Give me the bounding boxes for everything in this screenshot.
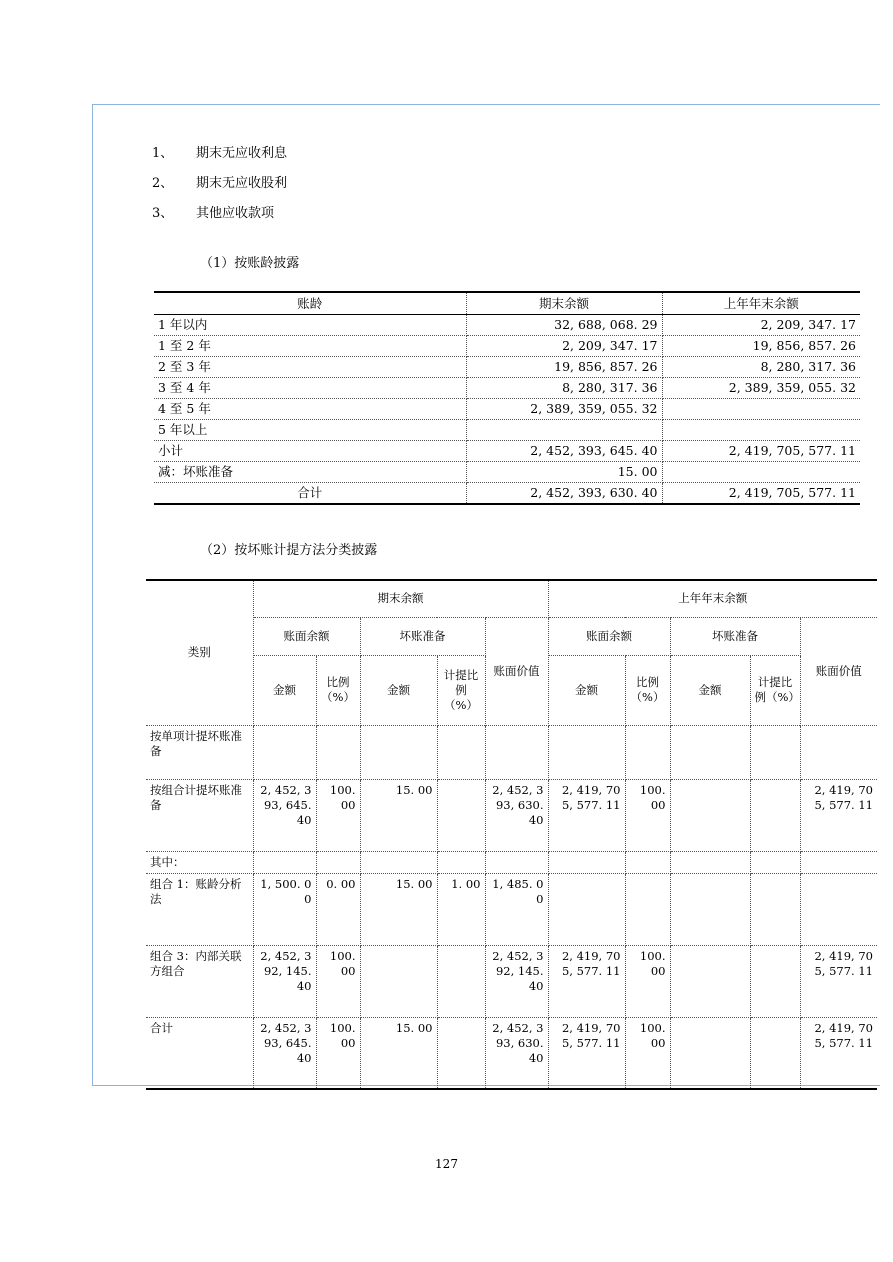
amount-cell: [670, 945, 750, 1017]
provision-ratio-cell: [750, 851, 800, 873]
provision-ratio-header: 计提比例（%）: [750, 655, 800, 725]
end-balance-cell: 15. 00: [466, 462, 662, 483]
prior-balance-cell: 2, 419, 705, 577. 11: [662, 441, 860, 462]
bad-debt-header: 坏账准备: [360, 617, 485, 655]
amount-cell: 1, 500. 00: [253, 873, 316, 945]
amount-cell: 2, 452, 393, 645. 40: [253, 779, 316, 851]
ratio-cell: 100. 00: [625, 945, 670, 1017]
amount-cell: [670, 779, 750, 851]
category-header: 类别: [146, 580, 253, 725]
amount-cell: [253, 851, 316, 873]
provision-ratio-cell: [437, 1017, 485, 1089]
amount-cell: [670, 851, 750, 873]
book-value-cell: 1, 485. 00: [485, 873, 548, 945]
amount-cell: [548, 873, 625, 945]
row-label: 其中：: [146, 851, 253, 873]
prior-balance-cell: 2, 389, 359, 055. 32: [662, 378, 860, 399]
table-row: [154, 462, 860, 483]
amount-cell: [360, 725, 437, 779]
prior-balance-cell: 8, 280, 317. 36: [662, 357, 860, 378]
end-balance-cell: 2, 452, 393, 630. 40: [466, 483, 662, 505]
row-label: 小计: [154, 441, 466, 462]
column-header: 上年年末余额: [662, 292, 860, 315]
total-row: [154, 483, 860, 505]
list-text: 其他应收款项: [196, 206, 275, 221]
row-label: 组合 1：账龄分析法: [146, 873, 253, 945]
row-label: 1 年以内: [154, 315, 466, 336]
provision-ratio-cell: 1. 00: [437, 873, 485, 945]
list-number: 2、: [152, 176, 174, 191]
amount-cell: 2, 452, 393, 645. 40: [253, 1017, 316, 1089]
table-row: [146, 873, 877, 945]
list-number: 1、: [152, 146, 174, 161]
amount-cell: 2, 452, 392, 145. 40: [253, 945, 316, 1017]
amount-cell: 2, 419, 705, 577. 11: [548, 779, 625, 851]
column-header: 期末余额: [466, 292, 662, 315]
provision-ratio-cell: [750, 725, 800, 779]
table-row: [146, 1017, 877, 1089]
ratio-cell: [625, 851, 670, 873]
prior-balance-header: 上年年末余额: [548, 580, 877, 617]
amount-cell: 2, 419, 705, 577. 11: [548, 1017, 625, 1089]
list-number: 3、: [152, 206, 174, 221]
row-label: 按组合计提坏账准备: [146, 779, 253, 851]
table-header-row: [146, 617, 877, 655]
aging-table: [154, 291, 860, 505]
list-item: [152, 202, 274, 221]
end-balance-cell: 32, 688, 068. 29: [466, 315, 662, 336]
end-balance-header: 期末余额: [253, 580, 548, 617]
book-balance-header: 账面余额: [253, 617, 360, 655]
bad-debt-header: 坏账准备: [670, 617, 800, 655]
prior-balance-cell: [662, 399, 860, 420]
book-value-cell: [800, 873, 877, 945]
table-row: [154, 420, 860, 441]
end-balance-cell: 19, 856, 857. 26: [466, 357, 662, 378]
book-value-cell: 2, 419, 705, 577. 11: [800, 1017, 877, 1089]
book-value-header: 账面价值: [800, 617, 877, 725]
amount-cell: [548, 725, 625, 779]
row-label: 按单项计提坏账准备: [146, 725, 253, 779]
table-row: [154, 315, 860, 336]
list-item: [152, 142, 287, 161]
ratio-cell: 100. 00: [316, 1017, 360, 1089]
ratio-cell: [316, 851, 360, 873]
amount-header: 金额: [253, 655, 316, 725]
table-header-row: [154, 292, 860, 315]
provision-heading: （2）按坏账计提方法分类披露: [200, 543, 378, 558]
provision-ratio-cell: [750, 1017, 800, 1089]
page-number: 127: [435, 1157, 458, 1171]
provision-ratio-cell: [437, 725, 485, 779]
provision-ratio-cell: [437, 851, 485, 873]
ratio-cell: [625, 725, 670, 779]
column-header: 账龄: [154, 292, 466, 315]
row-label: 3 至 4 年: [154, 378, 466, 399]
row-label: 减：坏账准备: [154, 462, 466, 483]
end-balance-cell: 2, 209, 347. 17: [466, 336, 662, 357]
table-row: [154, 441, 860, 462]
aging-heading: （1）按账龄披露: [200, 256, 300, 271]
table-header-row: [146, 580, 877, 617]
book-value-cell: 2, 452, 393, 630. 40: [485, 1017, 548, 1089]
prior-balance-cell: 19, 856, 857. 26: [662, 336, 860, 357]
amount-cell: 15. 00: [360, 873, 437, 945]
amount-header: 金额: [670, 655, 750, 725]
list-text: 期末无应收股利: [196, 176, 288, 191]
table-row: [146, 779, 877, 851]
ratio-cell: 100. 00: [316, 945, 360, 1017]
amount-cell: [253, 725, 316, 779]
row-label: 4 至 5 年: [154, 399, 466, 420]
provision-ratio-cell: [750, 945, 800, 1017]
amount-cell: 15. 00: [360, 779, 437, 851]
provision-table: [146, 579, 877, 1090]
table-row: [154, 357, 860, 378]
ratio-header: 比例（%）: [316, 655, 360, 725]
amount-cell: [360, 945, 437, 1017]
provision-ratio-cell: [750, 779, 800, 851]
end-balance-cell: 2, 452, 393, 645. 40: [466, 441, 662, 462]
table-row: [154, 336, 860, 357]
book-value-cell: 2, 419, 705, 577. 11: [800, 945, 877, 1017]
end-balance-cell: 8, 280, 317. 36: [466, 378, 662, 399]
amount-cell: [670, 725, 750, 779]
ratio-cell: 0. 00: [316, 873, 360, 945]
prior-balance-cell: [662, 420, 860, 441]
list-item: [152, 172, 287, 191]
total-label: 合计: [154, 483, 466, 505]
ratio-cell: [316, 725, 360, 779]
end-balance-cell: 2, 389, 359, 055. 32: [466, 399, 662, 420]
row-label: 1 至 2 年: [154, 336, 466, 357]
amount-header: 金额: [548, 655, 625, 725]
table-row: [154, 399, 860, 420]
amount-cell: 15. 00: [360, 1017, 437, 1089]
row-label: 组合 3：内部关联方组合: [146, 945, 253, 1017]
book-value-cell: [800, 851, 877, 873]
book-value-header: 账面价值: [485, 617, 548, 725]
provision-ratio-cell: [437, 945, 485, 1017]
book-balance-header: 账面余额: [548, 617, 670, 655]
end-balance-cell: [466, 420, 662, 441]
book-value-cell: 2, 452, 393, 630. 40: [485, 779, 548, 851]
ratio-cell: 100. 00: [625, 1017, 670, 1089]
table-row: [154, 378, 860, 399]
ratio-header: 比例（%）: [625, 655, 670, 725]
provision-ratio-header: 计提比例（%）: [437, 655, 485, 725]
book-value-cell: 2, 452, 392, 145. 40: [485, 945, 548, 1017]
amount-cell: [670, 1017, 750, 1089]
book-value-cell: [485, 851, 548, 873]
amount-cell: [670, 873, 750, 945]
list-text: 期末无应收利息: [196, 146, 288, 161]
book-value-cell: 2, 419, 705, 577. 11: [800, 779, 877, 851]
provision-ratio-cell: [750, 873, 800, 945]
table-row: [146, 851, 877, 873]
amount-cell: [548, 851, 625, 873]
table-row: [146, 725, 877, 779]
table-row: [146, 945, 877, 1017]
row-label: 2 至 3 年: [154, 357, 466, 378]
amount-cell: 2, 419, 705, 577. 11: [548, 945, 625, 1017]
amount-cell: [360, 851, 437, 873]
ratio-cell: 100. 00: [316, 779, 360, 851]
book-value-cell: [485, 725, 548, 779]
ratio-cell: [625, 873, 670, 945]
row-label: 合计: [146, 1017, 253, 1089]
ratio-cell: 100. 00: [625, 779, 670, 851]
amount-header: 金额: [360, 655, 437, 725]
row-label: 5 年以上: [154, 420, 466, 441]
prior-balance-cell: [662, 462, 860, 483]
book-value-cell: [800, 725, 877, 779]
prior-balance-cell: 2, 209, 347. 17: [662, 315, 860, 336]
provision-ratio-cell: [437, 779, 485, 851]
prior-balance-cell: 2, 419, 705, 577. 11: [662, 483, 860, 505]
